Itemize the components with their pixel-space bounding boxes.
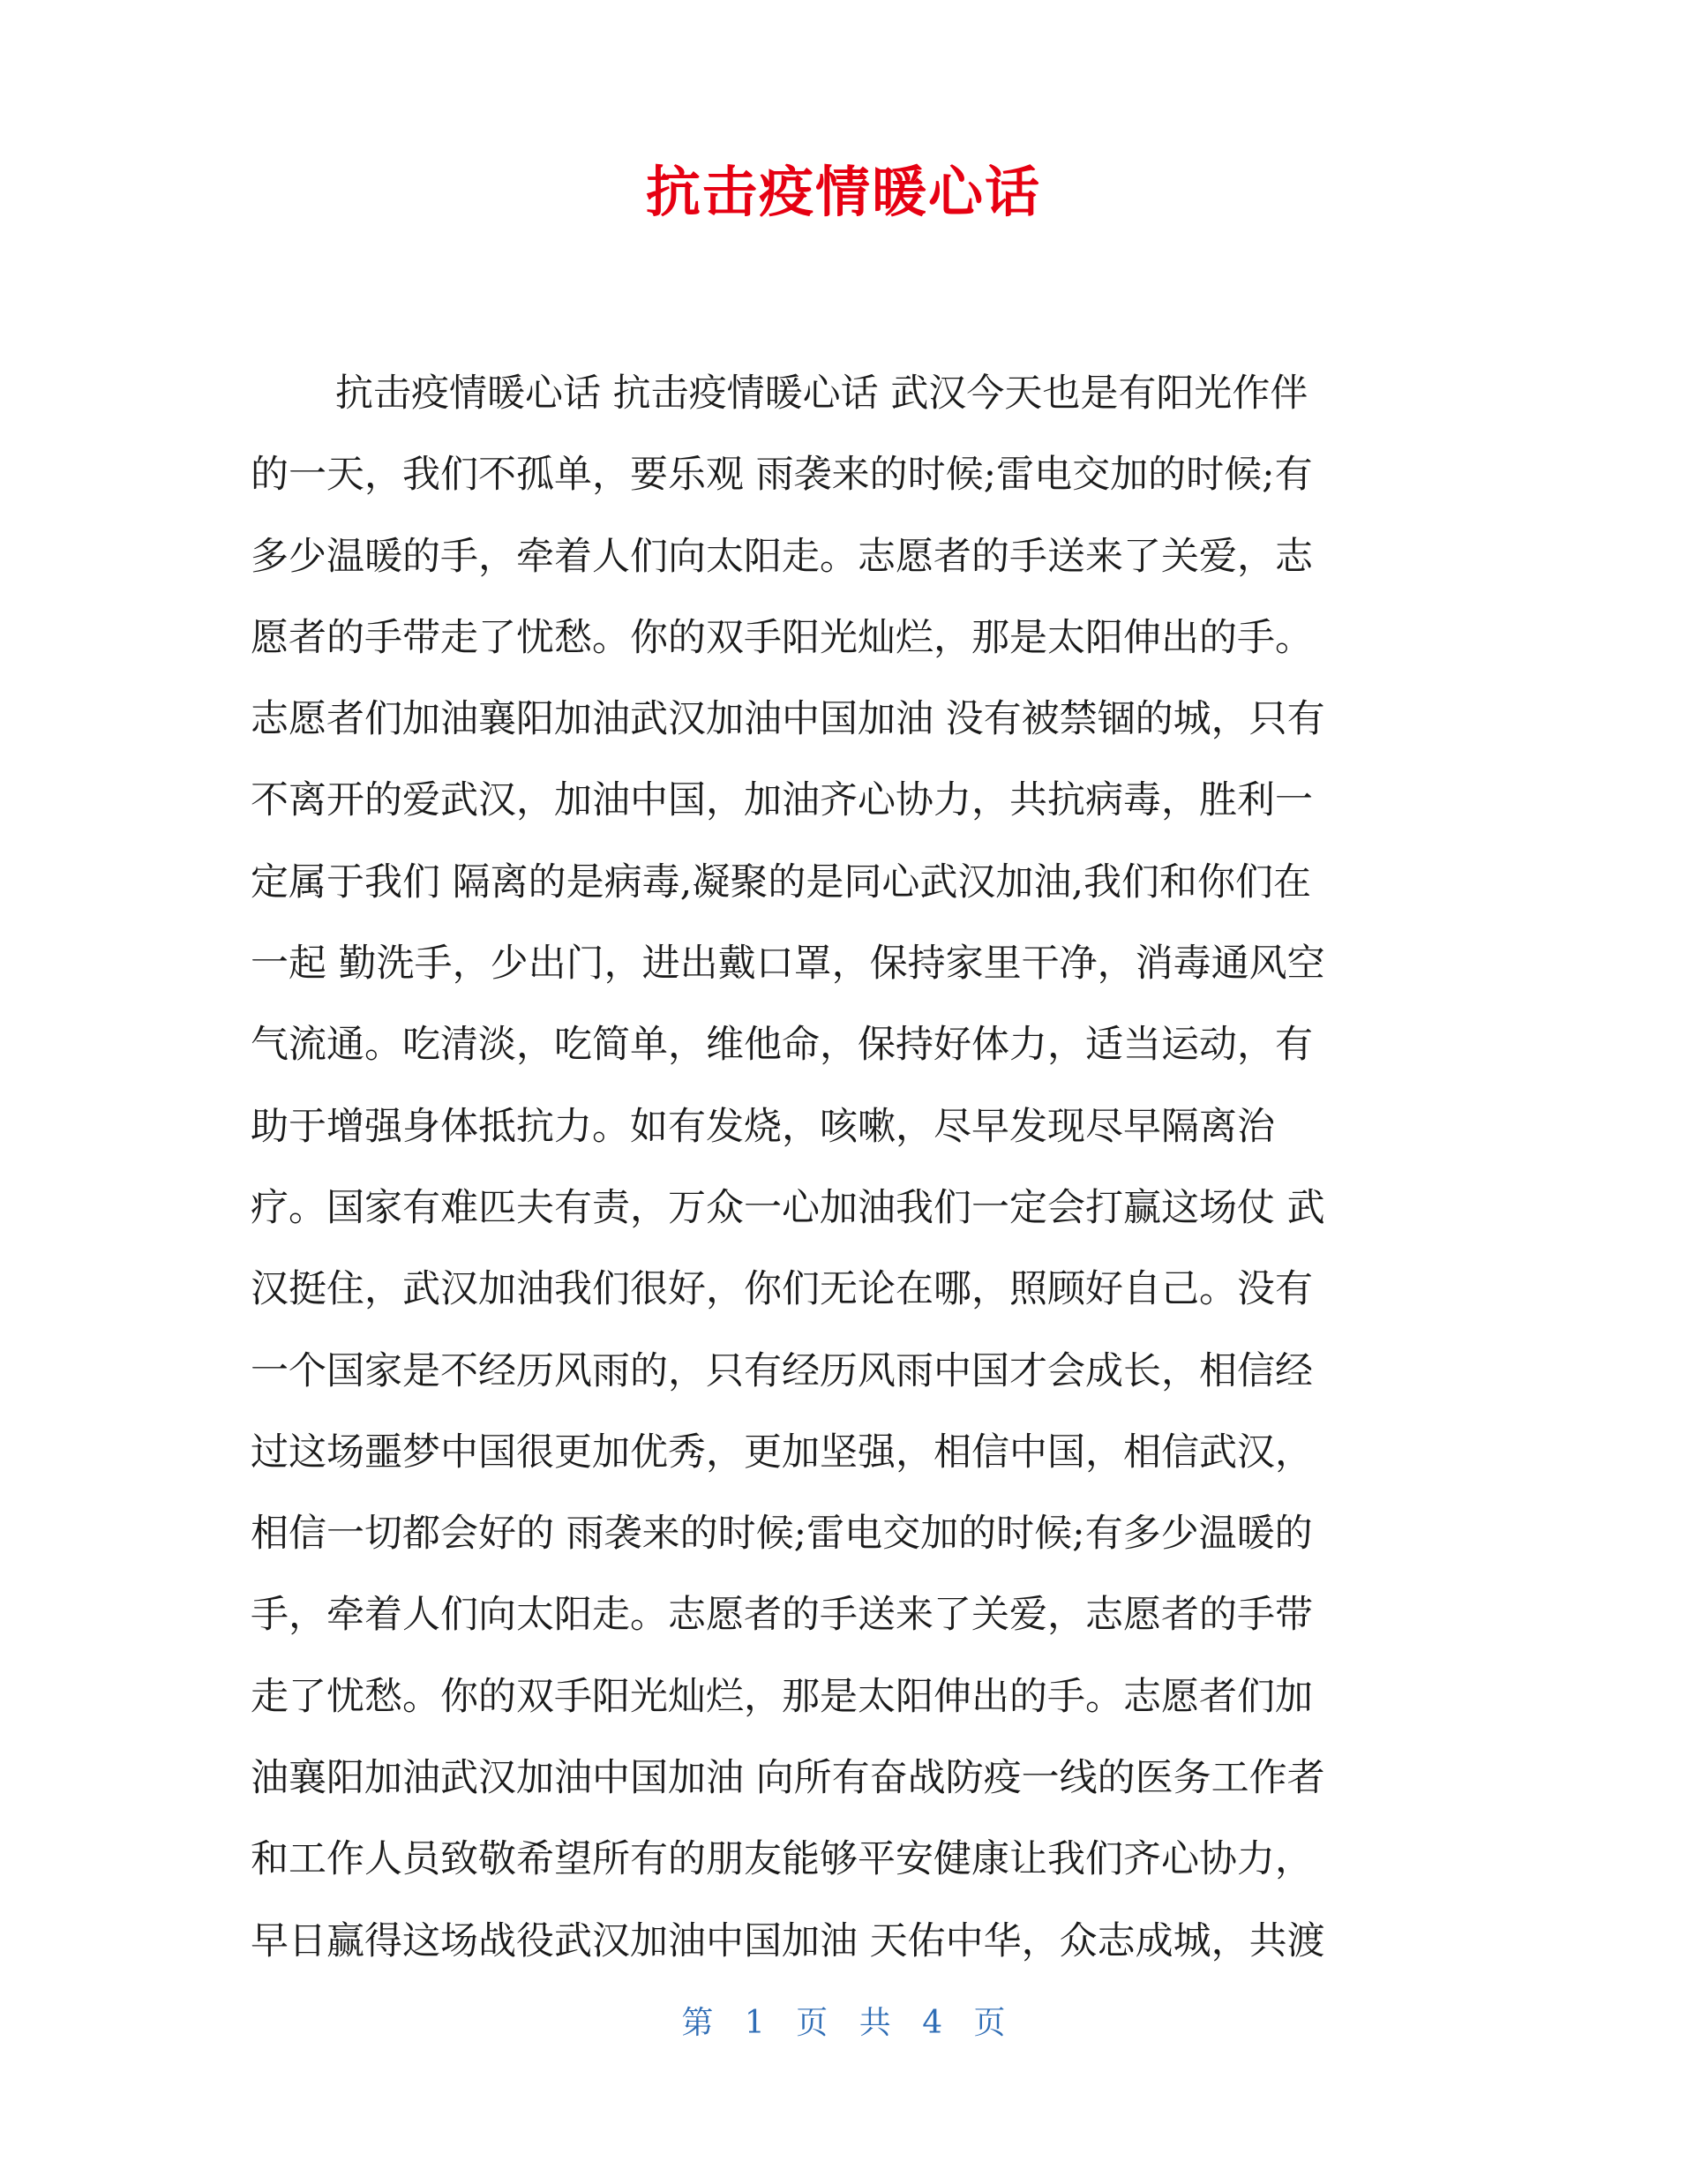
body-line: 和工作人员致敬希望所有的朋友能够平安健康让我们齐心协力， — [251, 1837, 1313, 1882]
body-line: 疗。国家有难匹夫有责，万众一心加油我们一定会打赢这场仗 武 — [251, 1185, 1325, 1230]
document-title: 抗击疫情暖心话 — [645, 160, 1041, 224]
body-line: 早日赢得这场战役武汉加油中国加油 天佑中华，众志成城，共渡 — [251, 1918, 1325, 1963]
total-pages-number: 4 — [922, 2005, 943, 2041]
body-line: 一起 勤洗手，少出门，进出戴口罩，保持家里干净，消毒通风空 — [251, 942, 1325, 987]
body-line: 一个国家是不经历风雨的，只有经历风雨中国才会成长，相信经 — [251, 1348, 1313, 1393]
body-line: 抗击疫情暖心话 抗击疫情暖心话 武汉今天也是有阳光作伴 — [335, 372, 1308, 416]
body-line: 的一天，我们不孤单，要乐观 雨袭来的时候;雷电交加的时候;有 — [251, 453, 1313, 498]
body-line: 油襄阳加油武汉加油中国加油 向所有奋战防疫一线的医务工作者 — [251, 1756, 1325, 1801]
body-line: 定属于我们 隔离的是病毒,凝聚的是同心武汉加油,我们和你们在 — [251, 859, 1312, 904]
page-label: 页 — [973, 2005, 1006, 2041]
body-line: 多少温暖的手，牵着人们向太阳走。志愿者的手送来了关爱，志 — [251, 534, 1313, 579]
body-line: 助于增强身体抵抗力。如有发烧，咳嗽，尽早发现尽早隔离治 — [251, 1104, 1275, 1149]
page-number-footer — [0, 2001, 1687, 2045]
body-line: 手，牵着人们向太阳走。志愿者的手送来了关爱，志愿者的手带 — [251, 1593, 1313, 1638]
body-line: 不离开的爱武汉，加油中国，加油齐心协力，共抗病毒，胜利一 — [251, 778, 1313, 823]
body-line: 走了忧愁。你的双手阳光灿烂，那是太阳伸出的手。志愿者们加 — [251, 1674, 1313, 1719]
body-line: 志愿者们加油襄阳加油武汉加油中国加油 没有被禁锢的城，只有 — [251, 697, 1325, 742]
document-body — [251, 353, 1436, 1982]
body-line: 汉挺住，武汉加油我们很好，你们无论在哪，照顾好自己。没有 — [251, 1267, 1313, 1312]
page-label: 第 — [681, 2005, 714, 2041]
body-line: 气流通。吃清淡，吃简单，维他命，保持好体力，适当运动，有 — [251, 1023, 1313, 1068]
body-line: 愿者的手带走了忧愁。你的双手阳光灿烂，那是太阳伸出的手。 — [251, 615, 1313, 660]
current-page-number: 1 — [744, 2005, 765, 2041]
body-line: 过这场噩梦中国很更加优秀，更加坚强，相信中国，相信武汉， — [251, 1430, 1313, 1475]
page-label: 页 — [796, 2005, 829, 2041]
page-label: 共 — [858, 2005, 891, 2041]
body-line: 相信一切都会好的 雨袭来的时候;雷电交加的时候;有多少温暖的 — [251, 1512, 1313, 1557]
